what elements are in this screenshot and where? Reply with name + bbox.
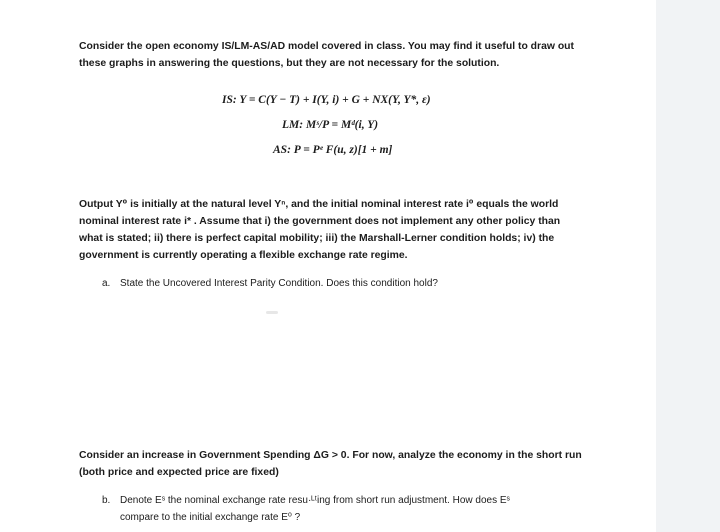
as-equation: AS: P = Pᵉ F(u, z)[1 + m] (273, 144, 393, 156)
scan-smudge (266, 311, 278, 314)
question-b (102, 492, 510, 526)
side-margin-panel (656, 0, 720, 532)
intro-line-2: these graphs in answering the questions, but they are not necessary for the solution. (79, 58, 500, 69)
assumptions-line-3: what is stated; ii) there is perfect capital mobility; iii) the Marshall-Lerner condition holds; iv) the (79, 233, 555, 244)
assumptions-line-1: Output Y⁰ is initially at the natural level Yⁿ, and the initial nominal interest rate i⁰ equals the world (79, 199, 559, 210)
intro-line-1: Consider the open economy IS/LM-AS/AD model covered in class. You may find it useful to draw out (79, 41, 574, 52)
question-a-label: a. (102, 278, 111, 289)
question-b-label: b. (102, 495, 111, 506)
question-b-line-2: compare to the initial exchange rate E⁰ ? (120, 512, 301, 523)
assumptions-paragraph (79, 196, 639, 264)
scenario-line-2: (both price and expected price are fixed) (79, 467, 279, 478)
scenario-line-1: Consider an increase in Government Spending ΔG > 0. For now, analyze the economy in the short run (79, 450, 582, 461)
question-b-line-1: Denote Eˢ the nominal exchange rate resu·ᴸᵗing from short run adjustment. How does Eˢ (120, 495, 510, 506)
question-a-text: State the Uncovered Interest Parity Condition. Does this condition hold? (120, 278, 438, 289)
question-a (102, 278, 438, 289)
is-equation: IS: Y = C(Y − T) + I(Y, i) + G + NX(Y, Y*, ε) (222, 94, 431, 106)
assumptions-line-2: nominal interest rate i* . Assume that i) the government does not implement any other policy than (79, 216, 561, 227)
intro-paragraph (79, 38, 639, 72)
scenario-paragraph (79, 447, 639, 481)
assumptions-line-4: government is currently operating a flexible exchange rate regime. (79, 250, 408, 261)
lm-equation: LM: Mˢ/P = Mᵈ(i, Y) (282, 119, 379, 131)
